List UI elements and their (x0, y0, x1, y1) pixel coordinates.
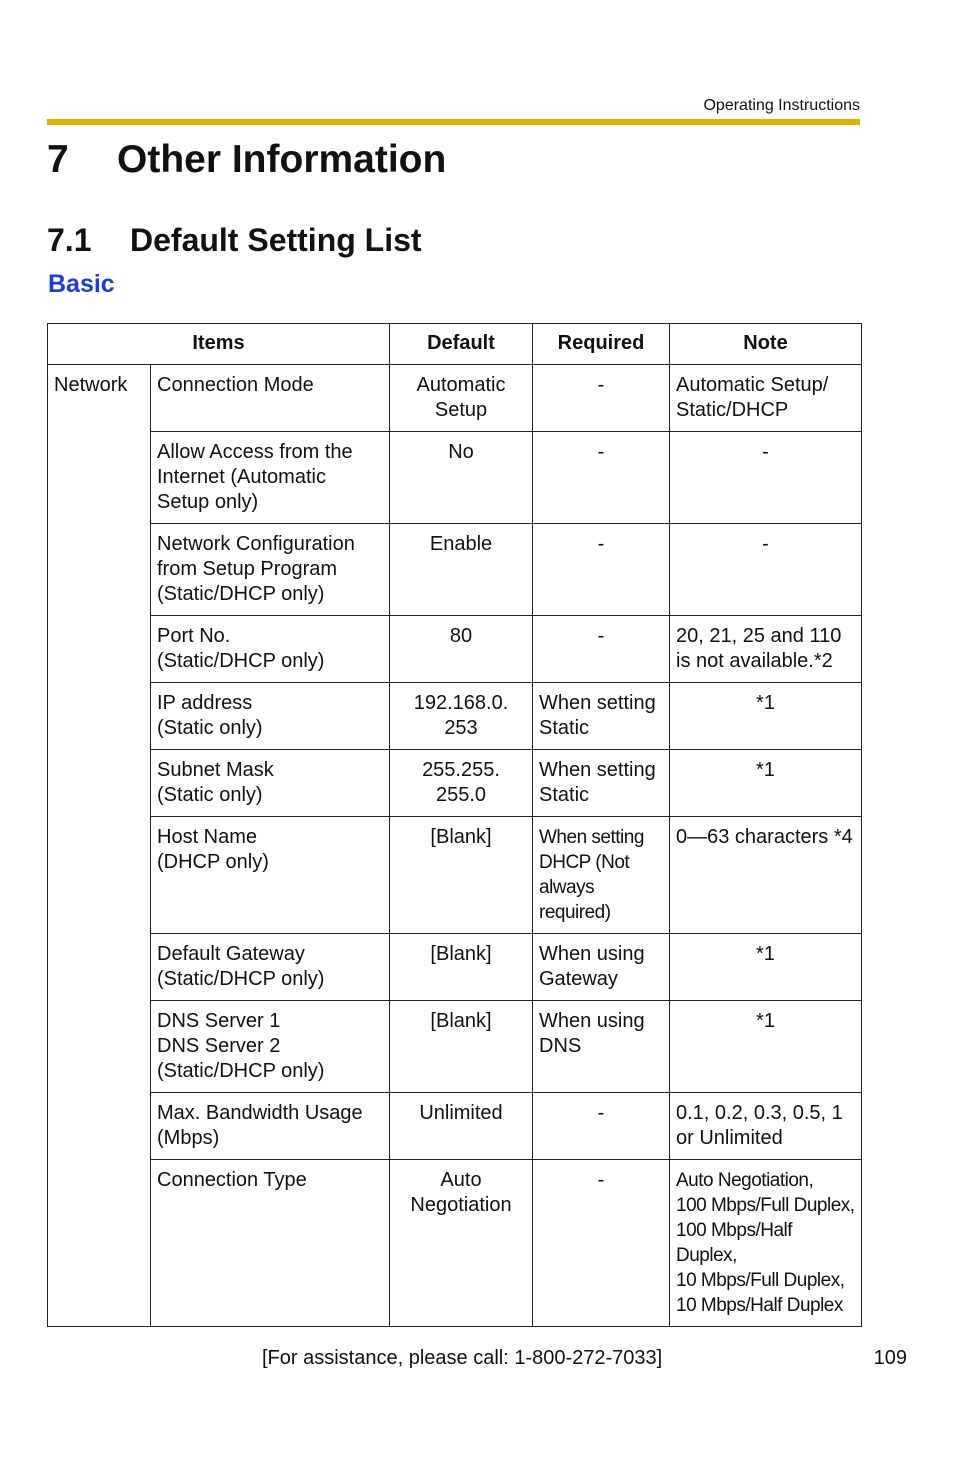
default-cell: 255.255. 255.0 (390, 750, 533, 817)
required-cell: When using DNS (533, 1001, 670, 1093)
item-cell: Default Gateway (Static/DHCP only) (151, 934, 390, 1001)
group-label-network: Network (48, 365, 151, 1327)
section-number: 7.1 (47, 222, 92, 258)
section-title: Default Setting List (130, 222, 422, 258)
running-header: Operating Instructions (703, 97, 860, 114)
note-cell: 20, 21, 25 and 110 is not available.*2 (670, 616, 862, 683)
required-cell: When setting Static (533, 750, 670, 817)
note-cell: Auto Negotiation, 100 Mbps/Full Duplex, 100 Mbps/Half Duplex, 10 Mbps/Full Duplex, 10 Mbps/Half Duplex (670, 1160, 862, 1327)
page-number: 109 (873, 1347, 907, 1369)
section-heading (47, 222, 422, 259)
default-cell: 192.168.0. 253 (390, 683, 533, 750)
table-row (48, 817, 862, 934)
assistance-line: [For assistance, please call: 1-800-272-7033] (262, 1347, 663, 1369)
required-cell: When using Gateway (533, 934, 670, 1001)
required-cell: - (533, 432, 670, 524)
table-row (48, 524, 862, 616)
column-header-required: Required (533, 324, 670, 365)
header-rule (47, 119, 860, 125)
note-cell: *1 (670, 750, 862, 817)
table-row (48, 1001, 862, 1093)
default-cell: Auto Negotiation (390, 1160, 533, 1327)
required-cell: - (533, 1160, 670, 1327)
table-row (48, 616, 862, 683)
default-cell: Automatic Setup (390, 365, 533, 432)
subsection-title: Basic (48, 270, 115, 298)
chapter-number: 7 (47, 138, 69, 181)
table-row (48, 1093, 862, 1160)
note-cell: - (670, 524, 862, 616)
item-cell: Max. Bandwidth Usage (Mbps) (151, 1093, 390, 1160)
note-cell: *1 (670, 934, 862, 1001)
table-header-row (48, 324, 862, 365)
table-row (48, 934, 862, 1001)
note-cell: 0.1, 0.2, 0.3, 0.5, 1 or Unlimited (670, 1093, 862, 1160)
column-header-note: Note (670, 324, 862, 365)
default-cell: Enable (390, 524, 533, 616)
item-cell: IP address (Static only) (151, 683, 390, 750)
item-cell: Subnet Mask (Static only) (151, 750, 390, 817)
note-cell: *1 (670, 683, 862, 750)
item-cell: DNS Server 1 DNS Server 2 (Static/DHCP only) (151, 1001, 390, 1093)
item-cell: Network Configuration from Setup Program (Static/DHCP only) (151, 524, 390, 616)
chapter-title: Other Information (117, 138, 447, 181)
note-cell: 0—63 characters *4 (670, 817, 862, 934)
default-cell: [Blank] (390, 817, 533, 934)
note-cell: - (670, 432, 862, 524)
column-header-default: Default (390, 324, 533, 365)
column-header-items: Items (48, 324, 390, 365)
table-row (48, 365, 862, 432)
default-cell: Unlimited (390, 1093, 533, 1160)
required-cell: - (533, 616, 670, 683)
note-cell: *1 (670, 1001, 862, 1093)
table-row (48, 683, 862, 750)
item-cell: Allow Access from the Internet (Automatic Setup only) (151, 432, 390, 524)
item-cell: Host Name (DHCP only) (151, 817, 390, 934)
table-body (48, 365, 862, 1327)
chapter-heading (47, 138, 446, 182)
table-row (48, 1160, 862, 1327)
required-cell: - (533, 524, 670, 616)
default-cell: No (390, 432, 533, 524)
item-cell: Connection Mode (151, 365, 390, 432)
table-row (48, 432, 862, 524)
required-cell: - (533, 1093, 670, 1160)
required-cell: When setting DHCP (Not always required) (533, 817, 670, 934)
item-cell: Connection Type (151, 1160, 390, 1327)
note-cell: Automatic Setup/ Static/DHCP (670, 365, 862, 432)
default-cell: [Blank] (390, 1001, 533, 1093)
item-cell: Port No. (Static/DHCP only) (151, 616, 390, 683)
default-cell: [Blank] (390, 934, 533, 1001)
default-cell: 80 (390, 616, 533, 683)
table-row (48, 750, 862, 817)
required-cell: When setting Static (533, 683, 670, 750)
default-settings-table (47, 323, 862, 1327)
required-cell: - (533, 365, 670, 432)
